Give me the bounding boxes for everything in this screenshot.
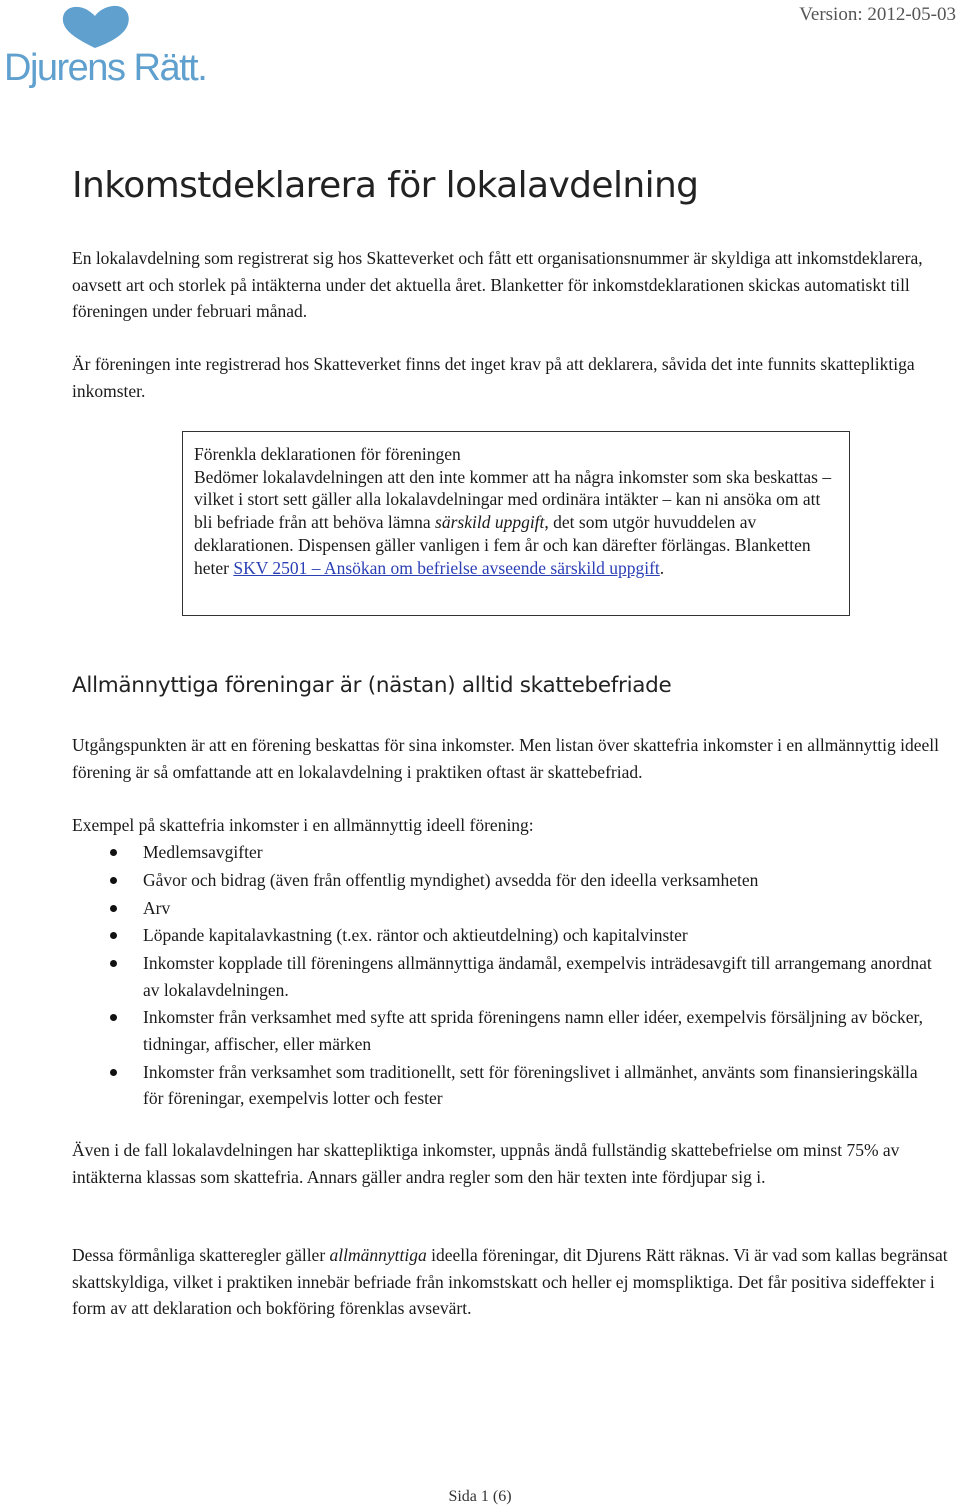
page-number: Sida 1 (6): [448, 1488, 512, 1505]
logo-wordmark: Djurens Rätt.: [4, 47, 207, 89]
list-item-text: Löpande kapitalavkastning (t.ex. räntor och aktieutdelning) och kapitalvinster: [143, 925, 688, 946]
logo: [4, 4, 209, 90]
list-item: [72, 867, 932, 894]
section-paragraph-3: [72, 1242, 960, 1322]
section-paragraph-2: Även i de fall lokalavdelningen har skattepliktiga inkomster, uppnås ändå fullständig skattebefrielse om minst 75% av intäkterna klassas som skattefria. Annars gäller andra regler som den här texten inte fördjupar sig i.: [72, 1140, 900, 1187]
list-item-text: Inkomster från verksamhet som traditionellt, sett för föreningslivet i allmänhet, använts som finansieringskälla för föreningar, exempelvis lotter och fester: [143, 1061, 918, 1109]
list-item: [72, 950, 932, 1003]
section-heading: Allmännyttiga föreningar är (nästan) alltid skattebefriade: [72, 673, 672, 698]
list-item-text: Medlemsavgifter: [143, 842, 263, 862]
list-item: [72, 1059, 932, 1112]
info-box-text-continued: , det som utgör huvuddelen av deklarationen. Dispensen gäller vanligen i fem år och kan därefter förlängas. Blanketten heter: [194, 512, 811, 578]
list-item: [72, 922, 932, 949]
list-item-text: Inkomster kopplade till föreningens allmännyttiga ändamål, exempelvis inträdesavgift till arrangemang anordnat av lokalavdelningen.: [143, 953, 932, 1000]
info-box-title: Förenkla deklarationen för föreningen: [194, 444, 461, 464]
bullet-icon: [110, 849, 117, 856]
version-label: Version: 2012-05-03: [799, 4, 956, 25]
info-box: [182, 431, 850, 616]
paragraph-text-continued: ideella föreningar, dit Djurens Rätt räknas. Vi är vad som kallas begränsat skattskyldiga, vilket i praktiken innebär befriade från inkomstskatt och heller ej momspliktiga. Det får positiva sideffekter i form av att deklaration och bokföring förenklas avsevärt.: [72, 1245, 948, 1318]
page-title: Inkomstdeklarera för lokalavdelning: [72, 165, 699, 206]
list-item: [72, 895, 932, 922]
tax-free-income-list: [72, 839, 932, 1113]
heart-logo-icon: [59, 4, 131, 50]
list-item: [72, 839, 932, 866]
list-intro: Exempel på skattefria inkomster i en allmännyttig ideell förening:: [72, 815, 534, 835]
bullet-icon: [110, 1069, 117, 1076]
skv-2501-link[interactable]: SKV 2501 – Ansökan om befrielse avseende särskild uppgift: [233, 557, 660, 578]
bullet-icon: [110, 1014, 117, 1021]
bullet-icon: [110, 905, 117, 912]
bullet-icon: [110, 960, 117, 967]
bullet-icon: [110, 877, 117, 884]
paragraph-italic-text: allmännyttiga: [329, 1245, 427, 1265]
section-paragraph-1: Utgångspunkten är att en förening beskattas för sina inkomster. Men listan över skattefria inkomster i en allmännyttig ideell förening är så omfattande att en lokalavdelning i praktiken oftast är skattebefriad.: [72, 735, 940, 782]
intro-paragraph-2: Är föreningen inte registrerad hos Skatteverket finns det inget krav på att deklarera, såvida det inte funnits skattepliktiga inkomster.: [72, 354, 915, 401]
list-item: [72, 1004, 932, 1057]
paragraph-text: Dessa förmånliga skatteregler gäller: [72, 1245, 330, 1265]
info-box-italic-text: särskild uppgift: [435, 512, 545, 533]
intro-paragraph-1: En lokalavdelning som registrerat sig hos Skatteverket och fått ett organisationsnummer är skyldiga att inkomstdeklarera, oavsett art och storlek på intäkterna under det aktuella året. Blanketter för inkomstdeklarationen skickas automatiskt till föreningen under februari månad.: [72, 248, 923, 321]
info-box-text: Bedömer lokalavdelningen att den inte kommer att ha några inkomster som ska beskattas – vilket i stort sett gäller alla lokalavdelningar med ordinära intäkter – kan ni ansöka om att bli befriade från att behöva lämna: [194, 466, 832, 533]
info-box-text-end: .: [659, 557, 665, 578]
list-item-text: Arv: [143, 897, 171, 918]
bullet-icon: [110, 932, 117, 939]
list-item-text: Inkomster från verksamhet med syfte att sprida föreningens namn eller idéer, exempelvis försäljning av böcker, tidningar, affischer, eller märken: [143, 1007, 923, 1054]
list-item-text: Gåvor och bidrag (även från offentlig myndighet) avsedda för den ideella verksamheten: [143, 869, 759, 890]
